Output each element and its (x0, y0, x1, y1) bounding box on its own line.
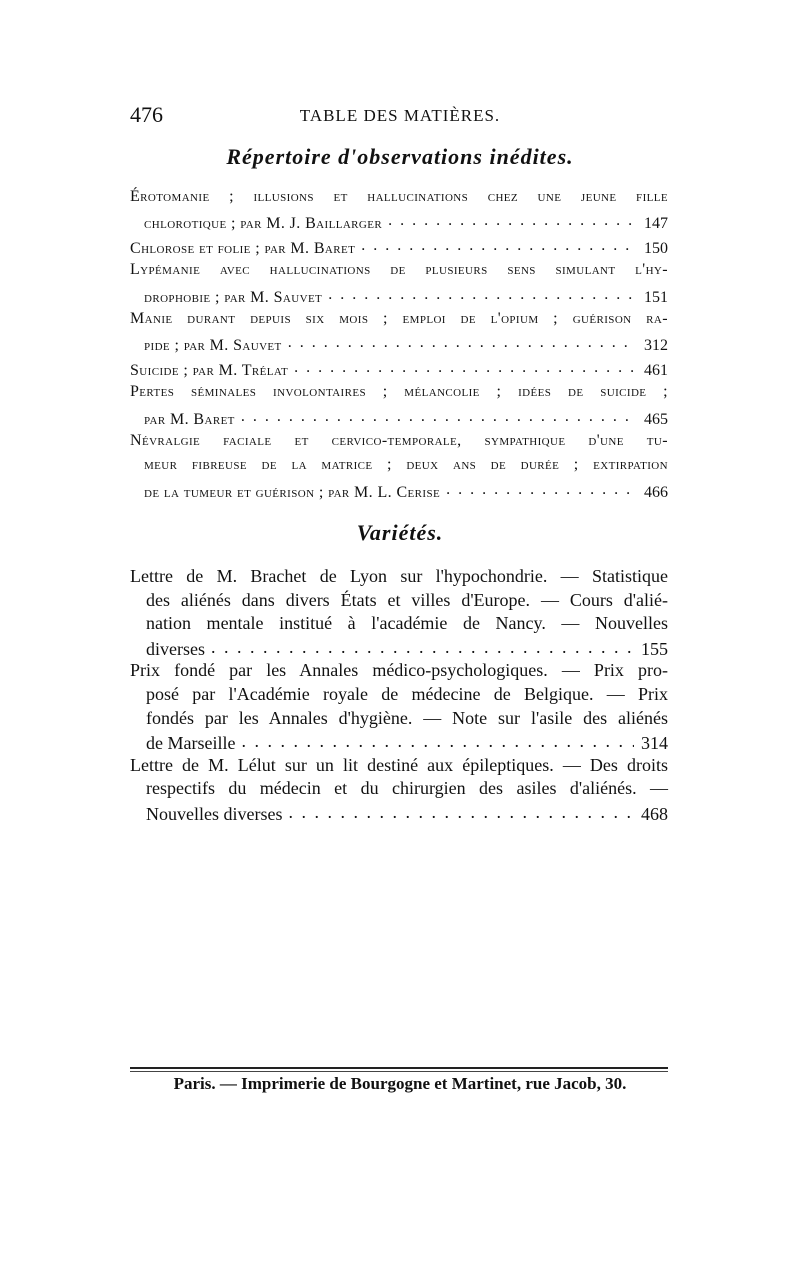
dot-leader (446, 481, 634, 497)
toc-entry-line (130, 802, 668, 826)
toc-entry-text: Lettre de M. Lélut sur un lit destiné aux épileptiques. — Des droits (130, 754, 668, 775)
section-title-varietes: Variétés. (356, 520, 444, 545)
toc-entry-line (130, 359, 668, 383)
toc-entry-text: chlorotique ; par M. J. Baillarger (144, 215, 383, 233)
toc-entry-text: fondés par les Annales d'hygiène. — Note sur l'asile des aliénés (146, 707, 668, 728)
dot-leader (288, 334, 634, 350)
toc-entry-line (130, 731, 668, 755)
toc-entry-line (130, 286, 668, 310)
toc-entry-text: Prix fondé par les Annales médico-psychologiques. — Prix pro- (130, 660, 668, 681)
toc-page-number: 312 (644, 337, 668, 355)
toc-entry-text: Lettre de M. Brachet de Lyon sur l'hypochondrie. — Statistique (130, 566, 668, 586)
toc-page-number: 468 (641, 803, 668, 824)
page-number: 476 (130, 102, 163, 127)
toc-page-number: 151 (644, 288, 668, 306)
toc-entry-text: pide ; par M. Sauvet (144, 337, 282, 355)
toc-page-number: 466 (644, 483, 668, 501)
footer-rule-thin (130, 1071, 668, 1072)
toc-entry-text: nation mentale institué à l'académie de Nancy. — Nouvelles (146, 613, 668, 634)
toc-entry-text: posé par l'Académie royale de médecine de Belgique. — Prix (146, 683, 668, 704)
toc-page-number: 155 (641, 638, 668, 659)
toc-entry-text: Pertes séminales involontaires ; mélancolie ; idées de suicide ; (130, 383, 668, 401)
toc-page-number: 461 (644, 361, 668, 379)
printer-imprint: Paris. — Imprimerie de Bourgogne et Martinet, rue Jacob, 30. (173, 1074, 627, 1093)
toc-entry-line (130, 708, 668, 732)
toc-entry-line (130, 237, 668, 261)
toc-entry-text: Lypémanie avec hallucinations de plusieurs sens simulant l'hy- (130, 261, 668, 279)
toc-entry-text: Nouvelles diverses (146, 803, 283, 824)
toc-entry-text: respectifs du médecin et du chirurgien des asiles d'aliénés. — (146, 778, 668, 799)
toc-entry-line (130, 310, 668, 334)
toc-entry-text: de Marseille (146, 733, 236, 754)
toc-entry-line (130, 432, 668, 456)
toc-entry-line (130, 334, 668, 358)
toc-page-number: 150 (644, 239, 668, 257)
dot-leader (388, 212, 634, 228)
varietes-list (130, 566, 668, 826)
dot-leader (241, 408, 634, 424)
toc-entry-text: des aliénés dans divers États et villes d'Europe. — Cours d'alié- (146, 589, 668, 610)
toc-entry-line (130, 660, 668, 684)
toc-entry-line (130, 408, 668, 432)
page-header (130, 102, 670, 132)
dot-leader (211, 637, 634, 655)
toc-entry-line (130, 590, 668, 614)
toc-entry-line (130, 755, 668, 779)
toc-page-number: 465 (644, 410, 668, 428)
toc-entry-line (130, 778, 668, 802)
toc-entry-text: par M. Baret (144, 410, 235, 428)
toc-entry (130, 432, 668, 505)
toc-page-number: 314 (641, 733, 668, 754)
toc-entry (130, 261, 668, 310)
footer-rule (130, 1067, 668, 1069)
toc-entry-text: Névralgie faciale et cervico-temporale, sympathique d'une tu- (130, 431, 668, 449)
toc-entry-line (130, 481, 668, 505)
toc-entry-line (130, 188, 668, 212)
toc-entry-line (130, 566, 668, 590)
toc-entry (130, 359, 668, 383)
toc-entry (130, 566, 668, 660)
toc-entry-text: de la tumeur et guérison ; par M. L. Cerise (144, 483, 441, 501)
toc-entry-text: Chlorose et folie ; par M. Baret (130, 239, 356, 257)
toc-entry (130, 237, 668, 261)
toc-entry-line (130, 383, 668, 407)
toc-entry (130, 188, 668, 237)
toc-entry-line (130, 456, 668, 480)
toc-entry (130, 660, 668, 754)
observations-list (130, 188, 668, 505)
toc-entry (130, 310, 668, 359)
toc-entry-line (130, 613, 668, 637)
toc-entry-line (130, 212, 668, 236)
dot-leader (328, 286, 634, 302)
toc-entry-text: Manie durant depuis six mois ; emploi de l'opium ; guérison ra- (130, 309, 668, 327)
toc-entry-line (130, 637, 668, 661)
running-title: TABLE DES MATIÈRES. (299, 106, 501, 125)
toc-entry (130, 383, 668, 432)
dot-leader (241, 731, 634, 749)
toc-entry-text: meur fibreuse de la matrice ; deux ans de durée ; extirpation (144, 456, 668, 474)
toc-entry-text: drophobie ; par M. Sauvet (144, 288, 323, 306)
dot-leader (361, 237, 634, 253)
dot-leader (288, 802, 634, 820)
section-title-observations: Répertoire d'observations inédites. (226, 144, 574, 169)
toc-entry-text: Suicide ; par M. Trélat (130, 361, 289, 379)
toc-entry-text: diverses (146, 638, 205, 659)
toc-entry-text: Érotomanie ; illusions et hallucinations chez une jeune fille (130, 188, 668, 205)
toc-entry-line (130, 684, 668, 708)
toc-page-number: 147 (644, 215, 668, 233)
toc-entry-line (130, 261, 668, 285)
toc-entry (130, 755, 668, 826)
dot-leader (294, 359, 634, 375)
